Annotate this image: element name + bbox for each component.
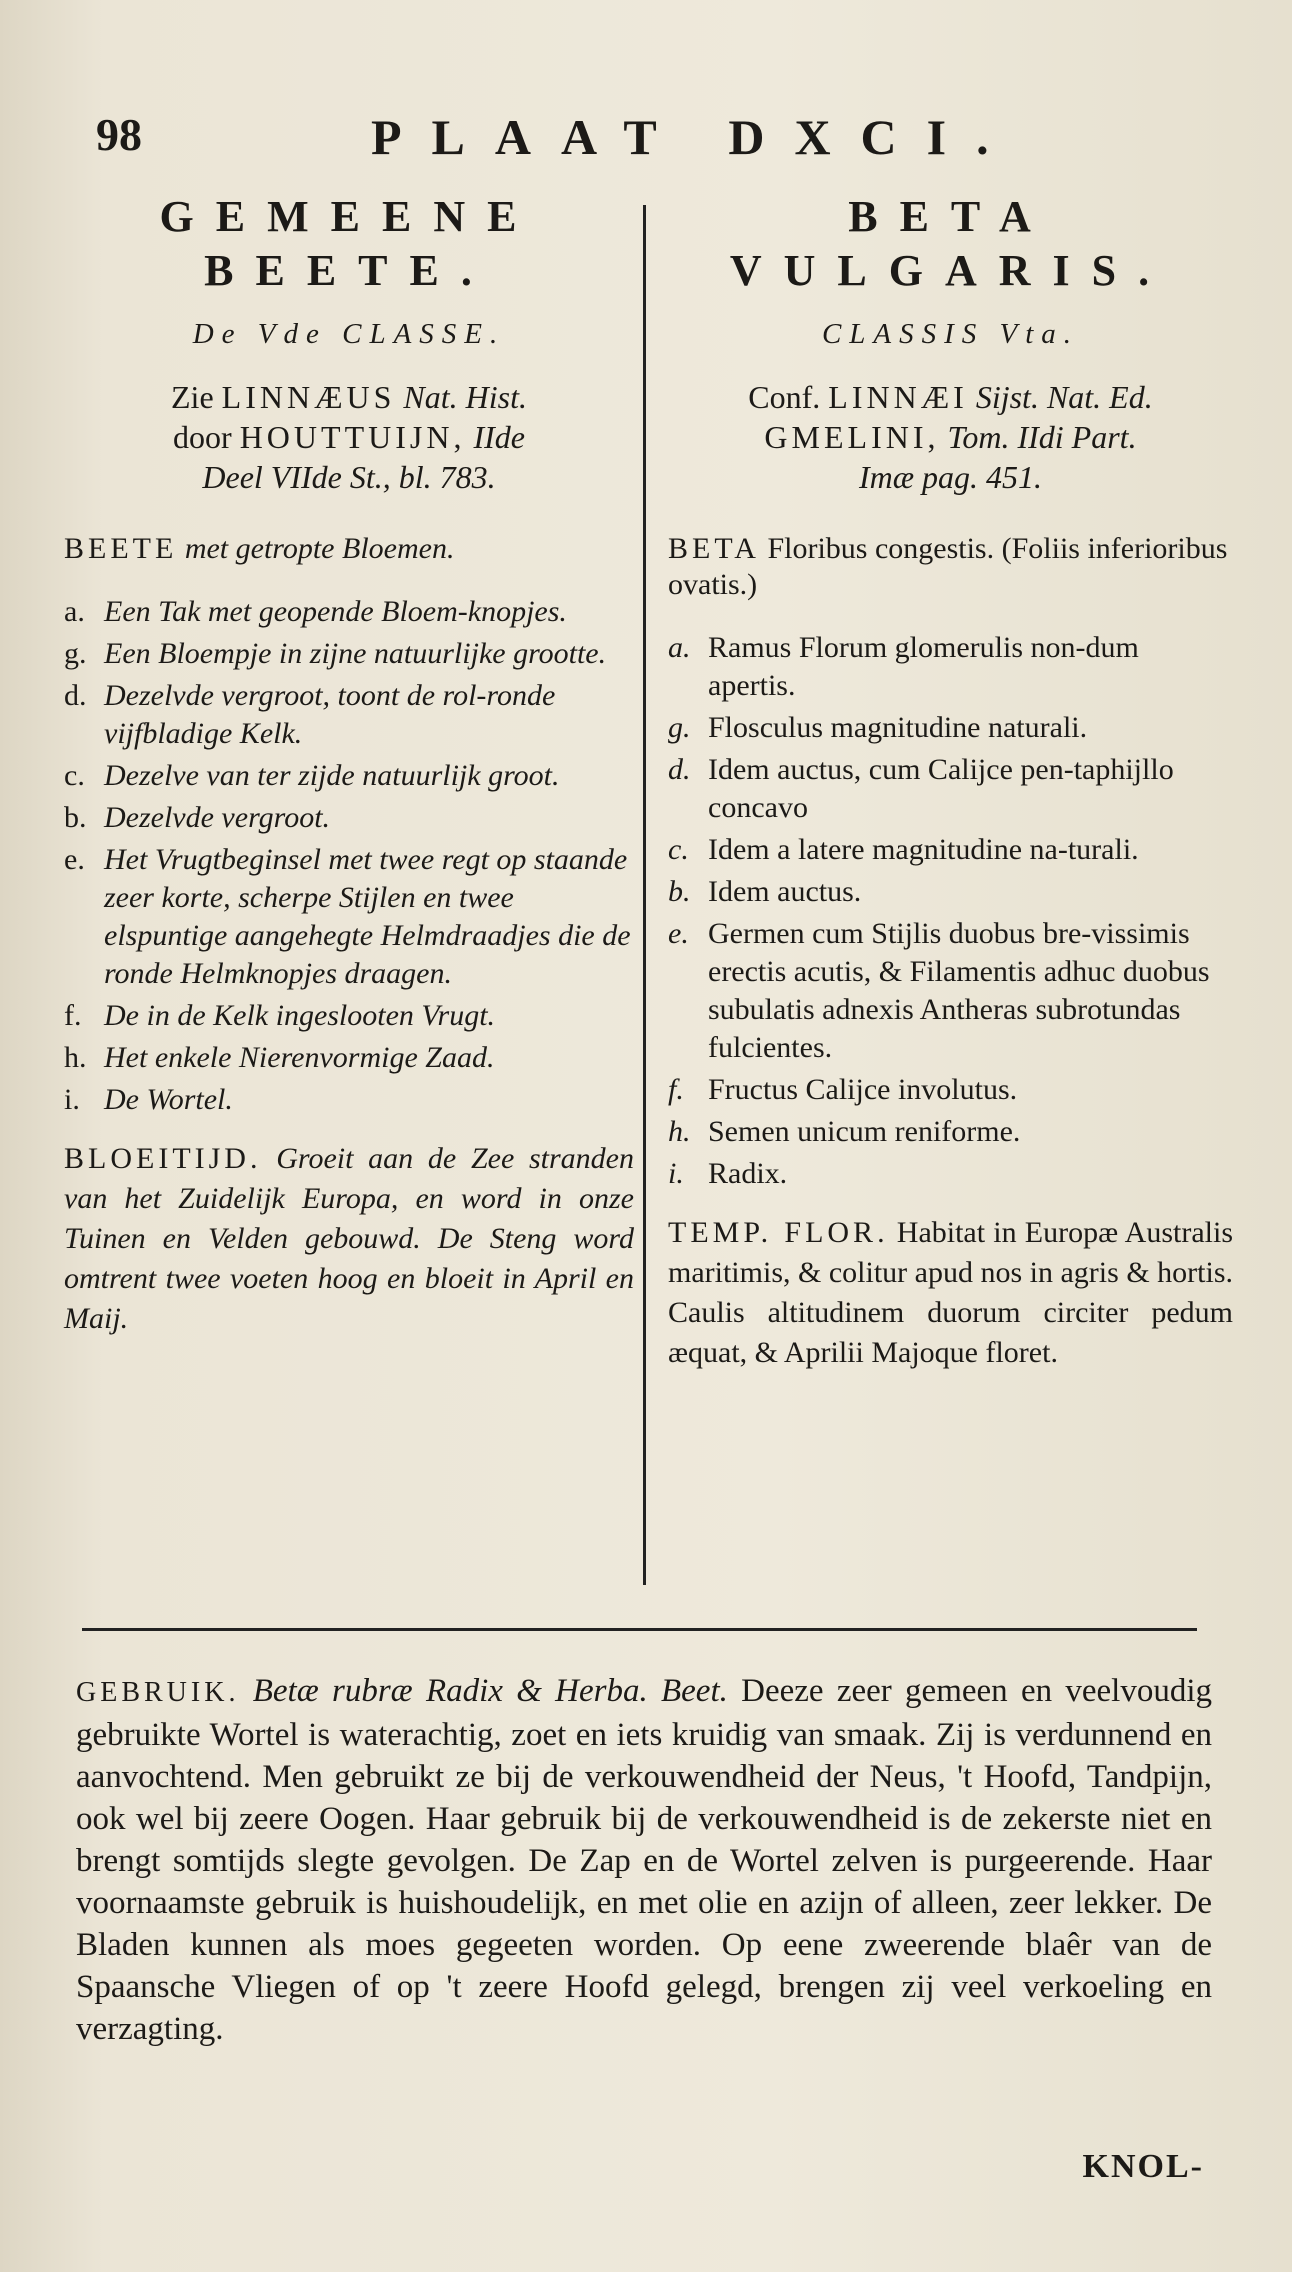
latin-reference [668, 377, 1233, 497]
page-header [96, 108, 1196, 168]
list-item: b. Dezelvde vergroot. [64, 801, 331, 834]
list-item: i. Radix. [668, 1157, 788, 1190]
ref-line2-prefix: door [173, 419, 232, 455]
list-item: a. Ramus Florum glomerulis non-dum apertis. [668, 631, 1139, 702]
page-number: 98 [96, 109, 142, 160]
latin-figure-list [668, 629, 1233, 1193]
ref-line2-author: HOUTTUIJN, [239, 419, 466, 455]
ref-line3: Imæ pag. 451. [858, 459, 1043, 495]
list-item: e. Het Vrugtbeginsel met twee regt op staande zeer korte, scherpe Stijlen en twee elspuntige aangehegte Helmdraadjes die de ronde Helmknopjes draagen. [64, 843, 631, 990]
genus-rest: Floribus congestis. (Foliis inferioribus ovatis.) [668, 532, 1228, 601]
list-item: a. Een Tak met geopende Bloem-knopjes. [64, 595, 567, 628]
flower-label: TEMP. FLOR. [668, 1216, 889, 1249]
ref-author: LINNÆUS [221, 379, 396, 415]
ref-line2-author: GMELINI, [764, 419, 940, 455]
flower-label: BLOEITIJD. [64, 1142, 262, 1175]
list-item: c. Dezelve van ter zijde natuurlijk groot. [64, 759, 560, 792]
list-item: b. Idem auctus. [668, 875, 862, 908]
flower-text: Habitat in Europæ Australis maritimis, & colitur apud nos in agris & hortis. Caulis altitudinem duorum circiter pedum æquat, & Aprilii Majoque floret. [668, 1216, 1234, 1369]
catchword: KNOL- [1082, 2148, 1204, 2185]
list-item: d. Idem auctus, cum Calijce pen-taphijllo concavo [668, 753, 1174, 824]
latin-class: CLASSIS Vta. [821, 318, 1080, 350]
list-item: f. Fructus Calijce involutus. [668, 1073, 1018, 1106]
usage-text: Deeze zeer gemeen en veelvoudig gebruikte Wortel is waterachtig, zoet en iets kruidig van smaak. Zij is verdunnend en aanvochtend. Men gebruikt ze bij de verkouwendheid der Neus, 't Hoofd, Tandpijn, ook wel bij zeere Oogen. Haar gebruik bij de verkouwendheid is de zekerste niet en brengt somtijds slegte gevolgen. De Zap en de Wortel zelven is purgeerende. Haar voornaamste gebruik is huishoudelijk, en met olie en azijn of alleen, zeer lekker. De Bladen kunnen als moes gegeeten worden. Op eene zweerende blaêr van de Spaansche Vliegen of op 't zeere Hoofd gelegd, brengen zij veel verkoeling en verzagting. [76, 1673, 1212, 2047]
list-item: e. Germen cum Stijlis duobus bre-vissimis erectis acutis, & Filamentis adhuc duobus subulatis adnexis Antheras subrotundas fulcientes. [668, 917, 1210, 1064]
running-title: PLAAT DXCI. [371, 109, 1019, 165]
ref-line2-work: IIde [473, 419, 525, 455]
ref-prefix: Zie [171, 379, 214, 415]
section-divider [82, 1628, 1197, 1631]
usage-latin: Betæ rubræ Radix & Herba. Beet. [252, 1673, 728, 1709]
list-item: i. De Wortel. [64, 1083, 233, 1116]
usage-paragraph [76, 1670, 1212, 2050]
list-item: h. Semen unicum reniforme. [668, 1115, 1021, 1148]
ref-line3: Deel VIIde St., bl. 783. [202, 459, 496, 495]
dutch-genus [64, 531, 634, 567]
dutch-flowering-time [64, 1139, 634, 1339]
list-item: g. Een Bloempje in zijne natuurlijke grootte. [64, 637, 607, 670]
latin-title-line1: BETA [848, 192, 1053, 241]
ref-author: LINNÆI [828, 379, 968, 415]
latin-column [668, 190, 1233, 1373]
list-item: g. Flosculus magnitudine naturali. [668, 711, 1088, 744]
ref-work: Sijst. Nat. Ed. [975, 379, 1153, 415]
ref-work: Nat. Hist. [403, 379, 527, 415]
latin-genus [668, 531, 1233, 603]
list-item: c. Idem a latere magnitudine na-turali. [668, 833, 1139, 866]
latin-title-line2: VULGARIS. [729, 246, 1172, 295]
dutch-class: De Vde CLASSE. [192, 318, 506, 350]
ref-prefix: Conf. [748, 379, 821, 415]
list-item: h. Het enkele Nierenvormige Zaad. [64, 1041, 495, 1074]
column-divider [643, 205, 646, 1585]
list-item: d. Dezelvde vergroot, toont de rol-ronde vijfbladige Kelk. [64, 679, 556, 750]
latin-flowering-time [668, 1213, 1233, 1373]
ref-line2-work: Tom. IIdi Part. [947, 419, 1137, 455]
dutch-reference [64, 377, 634, 497]
dutch-column [64, 190, 634, 1339]
genus-head: BETA [668, 532, 760, 565]
flower-text: Groeit aan de Zee stranden van het Zuidelijk Europa, en word in onze Tuinen en Velden gebouwd. De Steng word omtrent twee voeten hoog en bloeit in April en Maij. [64, 1142, 634, 1335]
list-item: f. De in de Kelk ingeslooten Vrugt. [64, 999, 496, 1032]
dutch-figure-list [64, 593, 634, 1119]
dutch-title-line1: GEMEENE [159, 192, 539, 241]
usage-label: GEBRUIK. [76, 1677, 240, 1708]
dutch-title-line2: BEETE. [204, 246, 494, 295]
genus-rest: met getropte Bloemen. [184, 532, 455, 565]
genus-head: BEETE [64, 532, 178, 565]
